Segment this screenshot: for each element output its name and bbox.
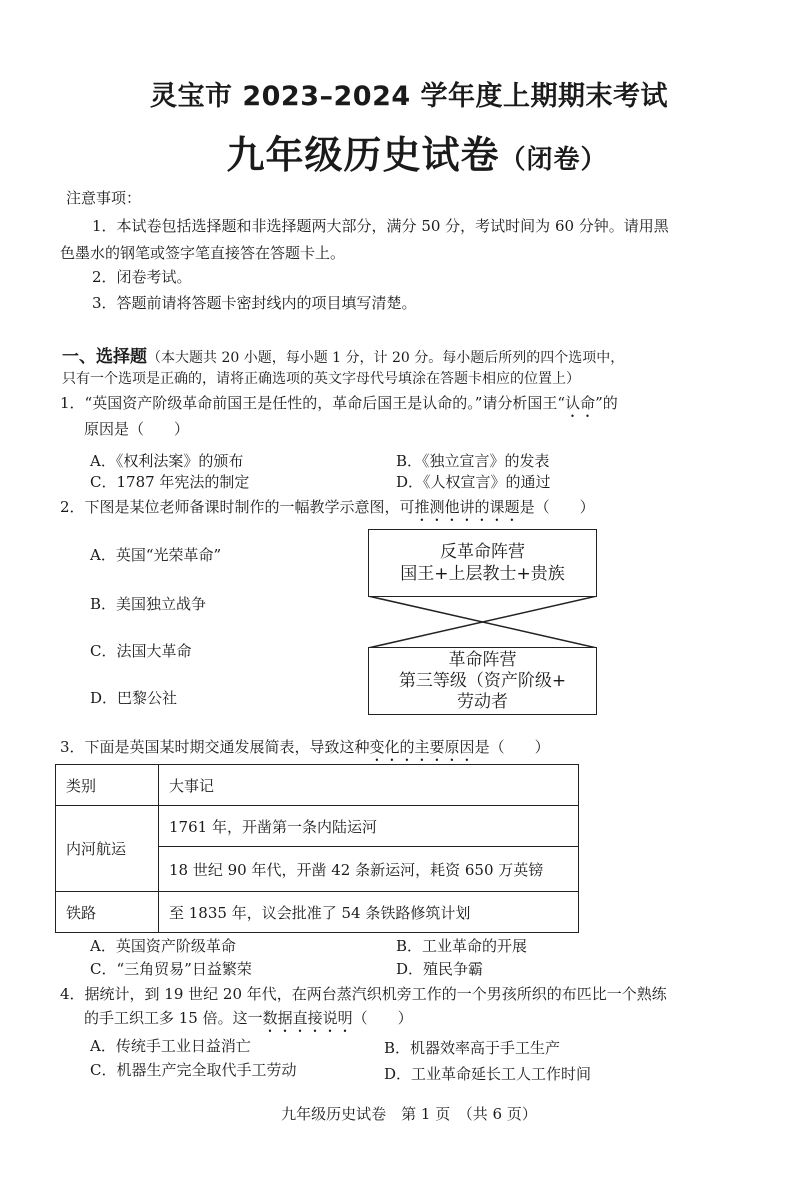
section-1-desc-1: （本大题共 20 小题，每小题 1 分，计 20 分。每小题后所列的四个选项中， [147,350,625,366]
table-head-category: 类别 [56,765,159,806]
q2-stem-emphasis: 推测他讲的课题 [414,498,520,516]
diagram-bottom-line-2: 第三等级（资产阶级+ [398,671,567,691]
q3-option-b: B．工业革命的开展 [396,937,528,955]
note-item-3: 3．答题前请将答题卡密封线内的项目填写清楚。 [92,294,417,312]
section-1-heading [62,342,624,367]
q2-option-a: A．英国“光荣革命” [90,546,222,564]
q1-stem [60,392,618,421]
table-row [56,806,579,847]
notes-heading: 注意事项： [66,189,142,207]
q4-option-b: B．机器效率高于手工生产 [384,1039,561,1057]
section-1-desc-2: 只有一个选项是正确的，请将正确选项的英文字母代号填涂在答题卡相应的位置上） [62,371,580,387]
diagram-revolution-box [368,647,597,715]
transport-table [55,764,579,933]
q2-option-b: B．美国独立战争 [90,595,207,613]
q2-option-d: D．巴黎公社 [90,689,178,707]
q4-stem-emphasis: 数据直接说明 [262,1009,353,1027]
diagram-cross-lines [368,596,597,648]
table-river-2: 18 世纪 90 年代，开凿 42 条新运河，耗资 650 万英镑 [159,847,579,892]
q4-stem-line-1: 4．据统计，到 19 世纪 20 年代，在两台蒸汽织机旁工作的一个男孩所织的布匹比一个熟练 [60,985,667,1003]
table-rail-1: 至 1835 年，议会批准了 54 条铁路修筑计划 [159,892,579,933]
diagram-bottom-line-1: 革命阵营 [448,650,517,670]
q1-stem-b: ”的 [595,394,618,412]
q3-stem-emphasis: 变化的主要原因 [369,738,475,756]
q3-option-c: C．“三角贸易”日益繁荣 [90,960,252,978]
q4-option-d: D．工业革命延长工人工作时间 [384,1065,592,1083]
q1-stem-line-2: 原因是（ ） [84,420,190,438]
table-head-event: 大事记 [159,765,579,806]
table-river-1: 1761 年，开凿第一条内陆运河 [159,806,579,847]
table-row [56,765,579,806]
q4-option-a: A．传统手工业日益消亡 [90,1037,251,1055]
note-item-1-line-2: 色墨水的钢笔或签字笔直接答在答题卡上。 [60,244,346,262]
q1-stem-a: 1．“英国资产阶级革命前国王是任性的，革命后国王是认命的。”请分析国王“ [60,394,566,412]
q3-stem-a: 3．下面是英国某时期交通发展简表，导致这种 [60,738,370,756]
table-row [56,892,579,933]
table-cat-rail: 铁路 [56,892,159,933]
paper-title-main: 九年级历史试卷 [226,133,500,177]
q4-stem-b: （ ） [352,1009,413,1027]
note-item-2: 2．闭卷考试。 [92,268,192,286]
q3-stem-b: 是（ ） [474,738,550,756]
table-cat-river: 内河航运 [56,806,159,892]
q3-stem [60,736,550,765]
note-item-1-line-1: 1．本试卷包括选择题和非选择题两大部分，满分 50 分，考试时间为 60 分钟。请用黑 [92,217,669,235]
q1-option-d: D．《人权宣言》的通过 [396,473,551,491]
diagram-top-line-1: 反革命阵营 [440,542,525,562]
page-footer: 九年级历史试卷 第 1 页 （共 6 页） [281,1105,537,1123]
q3-option-a: A．英国资产阶级革命 [90,937,236,955]
q1-stem-emphasis: 认命 [565,394,596,412]
q2-stem-b: 是（ ） [519,498,595,516]
q4-option-c: C．机器生产完全取代手工劳动 [90,1061,297,1079]
diagram-counter-revolution-box [368,529,597,597]
q4-stem-a: 的手工织工多 15 倍。这一 [84,1009,263,1027]
q4-stem-line-2 [84,1007,413,1036]
q2-option-c: C．法国大革命 [90,642,192,660]
exam-title: 灵宝市 2023–2024 学年度上期期末考试 [149,81,669,112]
q2-stem-a: 2．下图是某位老师备课时制作的一幅教学示意图，可 [60,498,415,516]
q3-option-d: D．殖民争霸 [396,960,484,978]
q1-option-b: B．《独立宣言》的发表 [396,452,550,470]
paper-title [0,124,794,179]
paper-title-paren: （闭卷） [499,145,608,175]
diagram-top-line-2: 国王+上层教士+贵族 [400,564,565,584]
q1-option-a: A．《权利法案》的颁布 [90,452,244,470]
q1-option-c: C．1787 年宪法的制定 [90,473,250,491]
q2-stem [60,496,595,525]
diagram-bottom-line-3: 劳动者 [457,692,508,712]
section-1-title: 一、选择题 [62,347,147,367]
